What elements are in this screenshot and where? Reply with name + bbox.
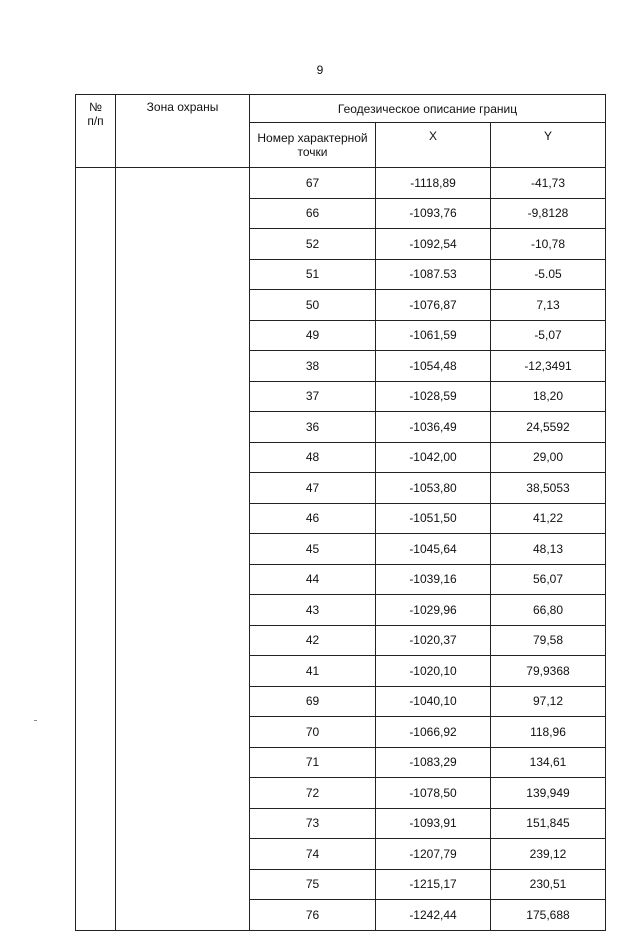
point-number-cell: 47 xyxy=(250,473,376,504)
point-number-cell: 74 xyxy=(250,839,376,870)
point-number-cell: 69 xyxy=(250,686,376,717)
x-coordinate-cell: -1066,92 xyxy=(376,717,491,748)
y-coordinate-cell: 56,07 xyxy=(491,564,606,595)
y-coordinate-cell: 18,20 xyxy=(491,381,606,412)
page-number: 9 xyxy=(316,63,324,77)
y-coordinate-cell: 66,80 xyxy=(491,595,606,626)
table-row xyxy=(76,168,606,199)
x-coordinate-cell: -1042,00 xyxy=(376,442,491,473)
header-geodetic-description xyxy=(250,95,606,123)
scan-artifact xyxy=(34,720,37,721)
header-zone-label: Зона охраны xyxy=(146,100,219,114)
point-number-cell: 49 xyxy=(250,320,376,351)
y-coordinate-cell: 230,51 xyxy=(491,869,606,900)
x-coordinate-cell: -1076,87 xyxy=(376,290,491,321)
x-coordinate-cell: -1215,17 xyxy=(376,869,491,900)
x-coordinate-cell: -1242,44 xyxy=(376,900,491,931)
x-coordinate-cell: -1083,29 xyxy=(376,747,491,778)
point-number-cell: 71 xyxy=(250,747,376,778)
x-coordinate-cell: -1028,59 xyxy=(376,381,491,412)
y-coordinate-cell: 29,00 xyxy=(491,442,606,473)
y-coordinate-cell: -41,73 xyxy=(491,168,606,199)
point-number-cell: 73 xyxy=(250,808,376,839)
header-num-label: № п/п xyxy=(87,100,104,128)
point-number-cell: 76 xyxy=(250,900,376,931)
x-coordinate-cell: -1029,96 xyxy=(376,595,491,626)
point-number-cell: 67 xyxy=(250,168,376,199)
y-coordinate-cell: -5,07 xyxy=(491,320,606,351)
x-coordinate-cell: -1092,54 xyxy=(376,229,491,260)
x-coordinate-cell: -1207,79 xyxy=(376,839,491,870)
header-row-top xyxy=(76,95,606,123)
x-coordinate-cell: -1036,49 xyxy=(376,412,491,443)
x-coordinate-cell: -1093,91 xyxy=(376,808,491,839)
x-coordinate-cell: -1051,50 xyxy=(376,503,491,534)
x-coordinate-cell: -1087.53 xyxy=(376,259,491,290)
x-coordinate-cell: -1020,37 xyxy=(376,625,491,656)
point-number-cell: 52 xyxy=(250,229,376,260)
point-number-cell: 38 xyxy=(250,351,376,382)
y-coordinate-cell: 7,13 xyxy=(491,290,606,321)
header-zone xyxy=(116,95,250,168)
y-coordinate-cell: -9,8128 xyxy=(491,198,606,229)
point-number-cell: 51 xyxy=(250,259,376,290)
row-group-zone-cell xyxy=(116,168,250,931)
x-coordinate-cell: -1053,80 xyxy=(376,473,491,504)
y-coordinate-cell: -10,78 xyxy=(491,229,606,260)
y-coordinate-cell: 97,12 xyxy=(491,686,606,717)
header-y-label: Y xyxy=(543,129,552,143)
point-number-cell: 48 xyxy=(250,442,376,473)
point-number-cell: 46 xyxy=(250,503,376,534)
header-geo-label: Геодезическое описание границ xyxy=(337,101,518,116)
header-x xyxy=(376,123,491,168)
point-number-cell: 41 xyxy=(250,656,376,687)
y-coordinate-cell: 239,12 xyxy=(491,839,606,870)
point-number-cell: 72 xyxy=(250,778,376,809)
point-number-cell: 70 xyxy=(250,717,376,748)
header-point-label: Номер характерной точки xyxy=(257,131,368,159)
y-coordinate-cell: 118,96 xyxy=(491,717,606,748)
x-coordinate-cell: -1020,10 xyxy=(376,656,491,687)
y-coordinate-cell: 79,58 xyxy=(491,625,606,656)
point-number-cell: 45 xyxy=(250,534,376,565)
point-number-cell: 50 xyxy=(250,290,376,321)
x-coordinate-cell: -1054,48 xyxy=(376,351,491,382)
y-coordinate-cell: 139,949 xyxy=(491,778,606,809)
header-num xyxy=(76,95,116,168)
point-number-cell: 66 xyxy=(250,198,376,229)
x-coordinate-cell: -1118,89 xyxy=(376,168,491,199)
header-y xyxy=(491,123,606,168)
row-group-num-cell xyxy=(76,168,116,931)
y-coordinate-cell: 41,22 xyxy=(491,503,606,534)
y-coordinate-cell: -5.05 xyxy=(491,259,606,290)
geodetic-boundary-table xyxy=(75,94,606,931)
x-coordinate-cell: -1061,59 xyxy=(376,320,491,351)
point-number-cell: 37 xyxy=(250,381,376,412)
point-number-cell: 36 xyxy=(250,412,376,443)
point-number-cell: 42 xyxy=(250,625,376,656)
y-coordinate-cell: 79,9368 xyxy=(491,656,606,687)
point-number-cell: 44 xyxy=(250,564,376,595)
point-number-cell: 75 xyxy=(250,869,376,900)
y-coordinate-cell: 24,5592 xyxy=(491,412,606,443)
header-x-label: X xyxy=(428,129,437,143)
x-coordinate-cell: -1040,10 xyxy=(376,686,491,717)
point-number-cell: 43 xyxy=(250,595,376,626)
y-coordinate-cell: 48,13 xyxy=(491,534,606,565)
y-coordinate-cell: 175,688 xyxy=(491,900,606,931)
y-coordinate-cell: 151,845 xyxy=(491,808,606,839)
y-coordinate-cell: 38,5053 xyxy=(491,473,606,504)
x-coordinate-cell: -1039,16 xyxy=(376,564,491,595)
x-coordinate-cell: -1093,76 xyxy=(376,198,491,229)
y-coordinate-cell: -12,3491 xyxy=(491,351,606,382)
x-coordinate-cell: -1045,64 xyxy=(376,534,491,565)
x-coordinate-cell: -1078,50 xyxy=(376,778,491,809)
y-coordinate-cell: 134,61 xyxy=(491,747,606,778)
header-point-number xyxy=(250,123,376,168)
